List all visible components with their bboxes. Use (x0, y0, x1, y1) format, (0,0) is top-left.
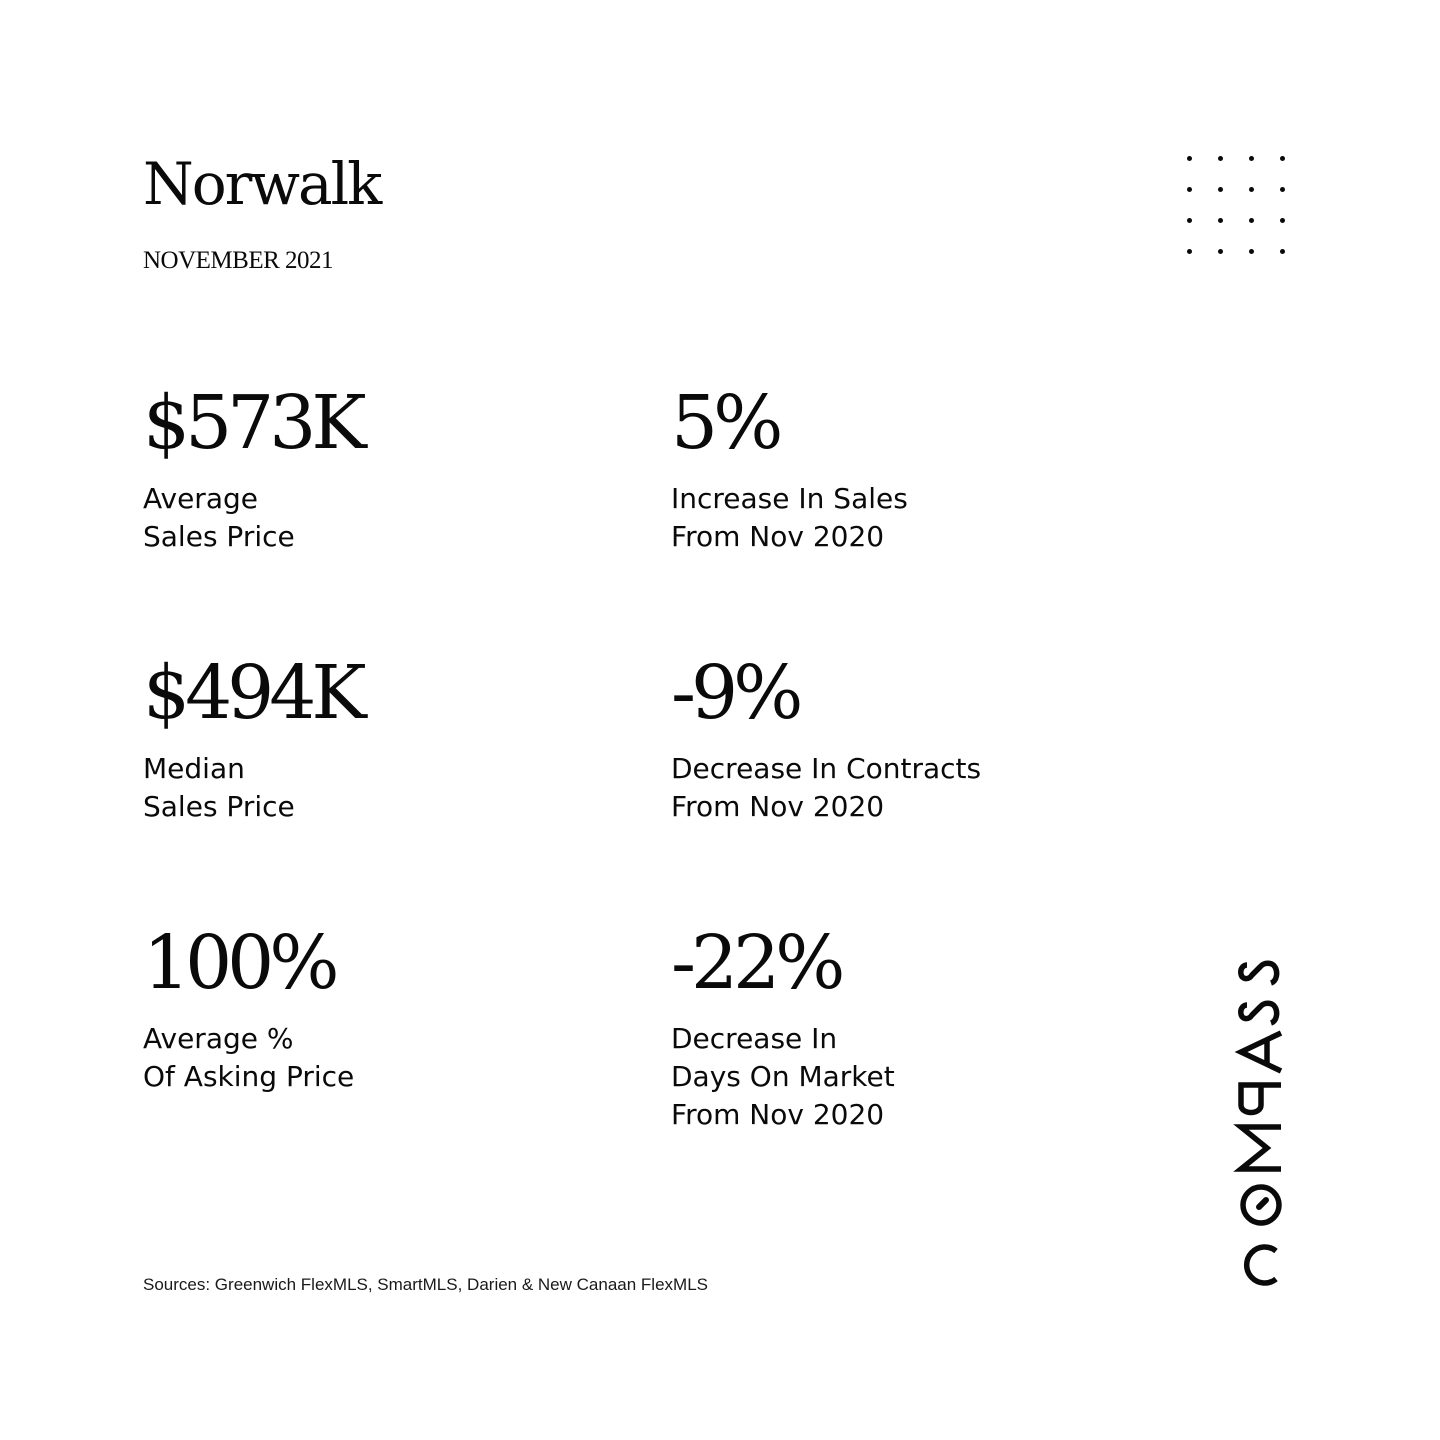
compass-logo (1233, 955, 1293, 1295)
dot (1249, 218, 1254, 223)
dot (1187, 187, 1192, 192)
stat-label-line: From Nov 2020 (671, 1098, 885, 1131)
stat-label-line: Sales Price (143, 520, 295, 553)
sources-footnote: Sources: Greenwich FlexMLS, SmartMLS, Darien & New Canaan FlexMLS (143, 1275, 708, 1294)
stat-label-line: Decrease In Contracts (671, 752, 982, 785)
dot (1218, 218, 1223, 223)
dot (1280, 156, 1285, 161)
stat-label-line: Decrease In (671, 1022, 838, 1055)
dot (1218, 187, 1223, 192)
stat-label (671, 750, 981, 826)
stat-value: -9% (671, 650, 799, 736)
stat-average-sales-price (143, 378, 362, 556)
stat-value: -22% (671, 920, 841, 1006)
dot (1249, 156, 1254, 161)
stat-label-line: Increase In Sales (671, 482, 908, 515)
dot (1187, 218, 1192, 223)
page-title: Norwalk (143, 150, 381, 218)
stat-value: 5% (671, 380, 779, 466)
stat-sales-change (671, 378, 908, 556)
stat-contracts-change (671, 648, 981, 826)
stat-percent-of-asking (143, 918, 354, 1096)
stat-label-line: Days On Market (671, 1060, 895, 1093)
stat-label-line: Median (143, 752, 245, 785)
stat-value: $494K (143, 650, 362, 736)
page-subtitle: NOVEMBER 2021 (143, 247, 334, 274)
stat-label-line: From Nov 2020 (671, 520, 885, 553)
stat-days-on-market-change (671, 918, 895, 1134)
compass-logo-icon (1233, 955, 1293, 1295)
dot (1280, 187, 1285, 192)
stat-label-line: Average (143, 482, 258, 515)
dot (1187, 249, 1192, 254)
dot (1280, 218, 1285, 223)
stat-label (671, 1020, 895, 1134)
dot (1249, 187, 1254, 192)
stat-label (143, 1020, 354, 1096)
stat-value: $573K (143, 380, 362, 466)
stat-label-line: Sales Price (143, 790, 295, 823)
dot (1218, 249, 1223, 254)
stat-label-line: Of Asking Price (143, 1060, 355, 1093)
stat-label-line: Average % (143, 1022, 294, 1055)
stat-label (143, 480, 362, 556)
dot (1218, 156, 1223, 161)
stat-label-line: From Nov 2020 (671, 790, 885, 823)
dot (1249, 249, 1254, 254)
stat-label (143, 750, 362, 826)
dot-grid-icon (1174, 143, 1298, 267)
dot (1280, 249, 1285, 254)
stat-value: 100% (143, 920, 335, 1006)
stat-label (671, 480, 908, 556)
dot (1187, 156, 1192, 161)
stat-median-sales-price (143, 648, 362, 826)
